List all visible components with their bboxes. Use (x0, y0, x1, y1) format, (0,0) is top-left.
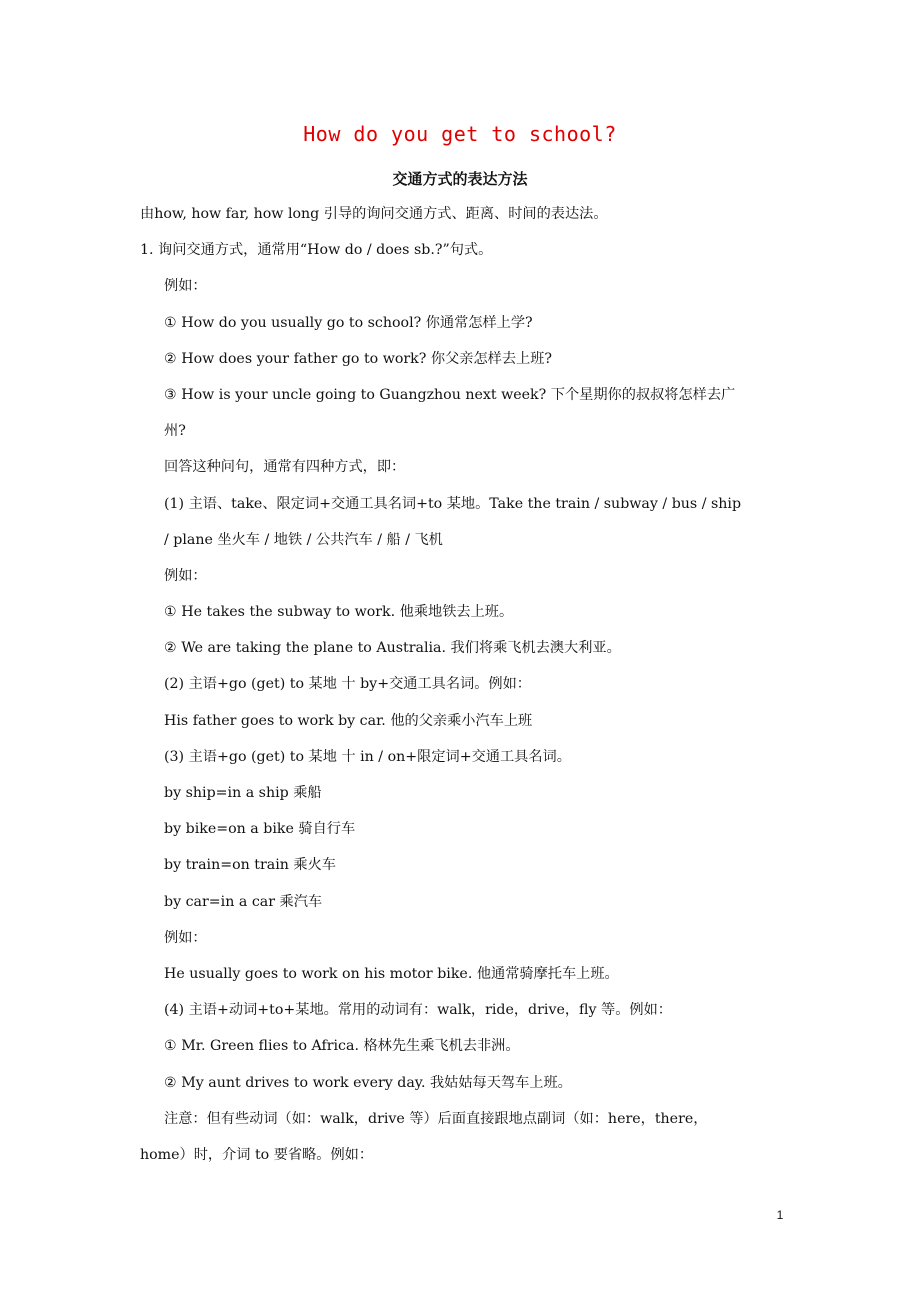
text-line: 州? (164, 423, 186, 440)
text-line: He usually goes to work on his motor bike. 他通常骑摩托车上班。 (164, 965, 619, 982)
text-line: ① How do you usually go to school? 你通常怎样上学? (164, 314, 533, 331)
text-line: 1. 询问交通方式，通常用“How do / does sb.?”句式。 (140, 242, 493, 259)
text-line: ② How does your father go to work? 你父亲怎样去上班? (164, 350, 553, 367)
text-line: / plane 坐火车 / 地铁 / 公共汽车 / 船 / 飞机 (164, 531, 443, 548)
text-line: ① He takes the subway to work. 他乘地铁去上班。 (164, 604, 514, 621)
text-line: by car=in a car 乘汽车 (164, 893, 323, 910)
text-line: home）时，介词 to 要省略。例如： (140, 1146, 374, 1163)
page-title: How do you get to school? (303, 122, 617, 146)
text-line: by ship=in a ship 乘船 (164, 785, 322, 801)
text-line: (2) 主语+go (get) to 某地 十 by+交通工具名词。例如： (164, 676, 531, 693)
text-line: ② My aunt drives to work every day. 我姑姑每天驾车上班。 (164, 1074, 572, 1091)
document-body (140, 200, 800, 1177)
text-line: 回答这种问句，通常有四种方式，即： (164, 459, 406, 476)
text-line: ① Mr. Green flies to Africa. 格林先生乘飞机去非洲。 (164, 1038, 520, 1055)
text-line: 注意：但有些动词（如：walk，drive 等）后面直接跟地点副词（如：here，there， (164, 1110, 708, 1127)
text-line: ③ How is your uncle going to Guangzhou next week? 下个星期你的叔叔将怎样去广 (164, 386, 736, 403)
text-line: 例如： (164, 278, 207, 295)
text-line: His father goes to work by car. 他的父亲乘小汽车上班 (164, 712, 533, 729)
text-line: by bike=on a bike 骑自行车 (164, 821, 356, 838)
page-number: 1 (776, 1208, 784, 1222)
text-line: (3) 主语+go (get) to 某地 十 in / on+限定词+交通工具名词。 (164, 748, 571, 765)
text-line: ② We are taking the plane to Australia. 我们将乘飞机去澳大利亚。 (164, 640, 621, 657)
text-line: 由how, how far, how long 引导的询问交通方式、距离、时间的表达法。 (140, 206, 608, 222)
text-line: (1) 主语、take、限定词+交通工具名词+to 某地。Take the train / subway / bus / ship (164, 495, 742, 512)
page-subtitle: 交通方式的表达方法 (392, 170, 528, 188)
text-line: by train=on train 乘火车 (164, 857, 336, 874)
text-line: 例如： (164, 567, 207, 584)
text-line: (4) 主语+动词+to+某地。常用的动词有：walk，ride，drive，fly 等。例如： (164, 1002, 672, 1019)
text-line: 例如： (164, 929, 207, 946)
